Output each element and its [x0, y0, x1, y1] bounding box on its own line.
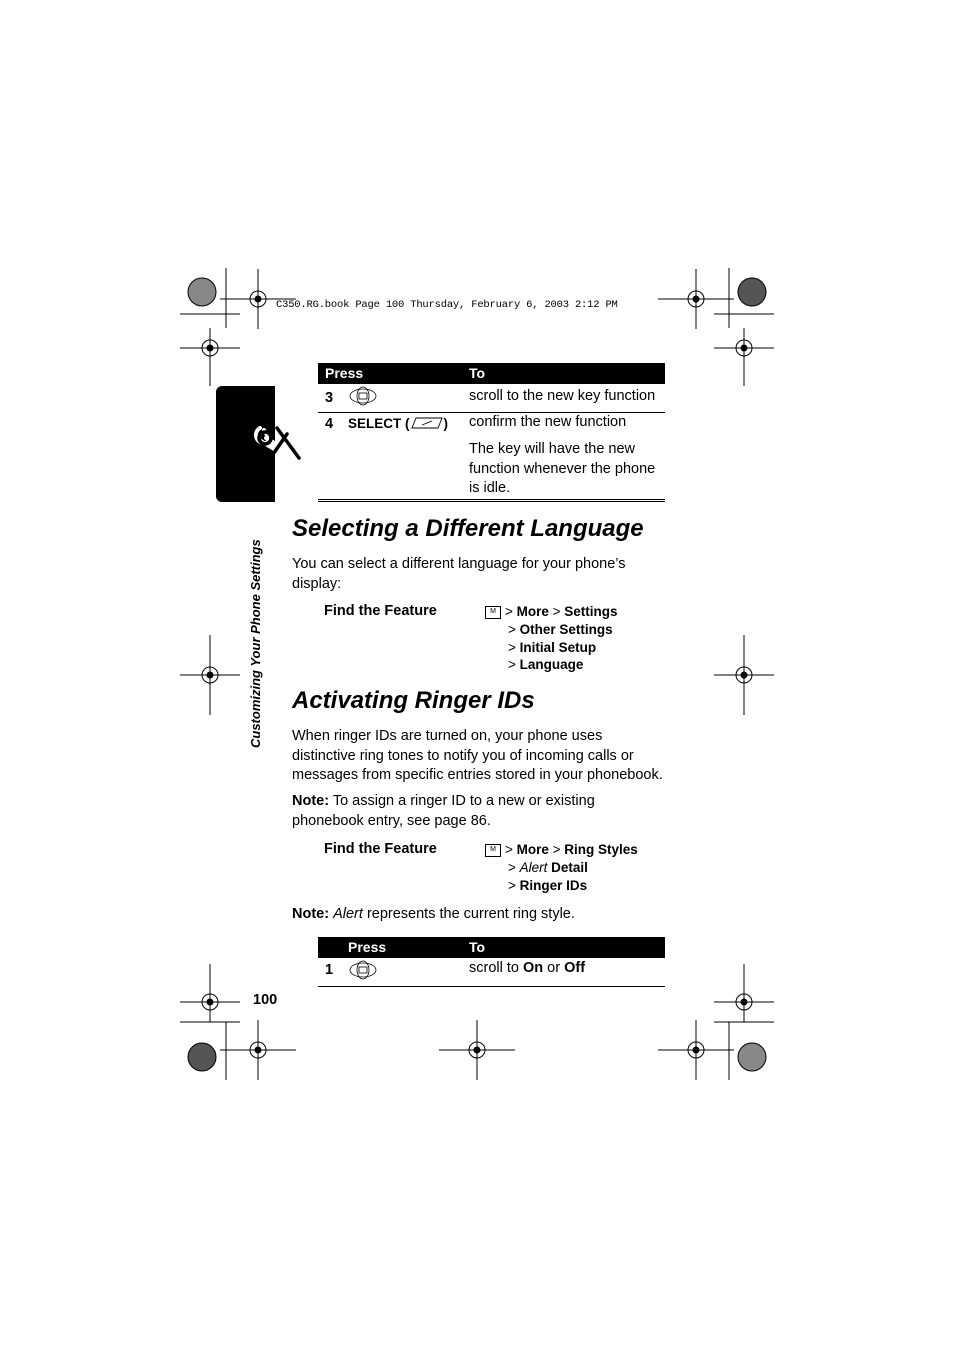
table-header	[318, 937, 665, 958]
page-number: 100	[253, 992, 278, 1008]
find-feature-label: Find the Feature	[324, 841, 437, 857]
step-number: 4	[325, 416, 334, 432]
menu-path-line: > Alert Detail	[508, 859, 588, 875]
step-number: 1	[325, 962, 334, 978]
section-title: Activating Ringer IDs	[292, 687, 535, 714]
note-paragraph: Note: To assign a ringer ID to a new or existing phonebook entry, see page 86.	[292, 793, 595, 829]
table-row	[318, 413, 665, 502]
menu-key-icon: M	[485, 844, 501, 857]
note-paragraph: Note: Alert represents the current ring style.	[292, 906, 575, 922]
section-intro: You can select a different language for your phone’s display:	[292, 556, 626, 592]
menu-path-line: M > More > Settings	[485, 603, 618, 621]
row-action: scroll to the new key function	[469, 388, 656, 404]
table-header	[318, 363, 665, 384]
menu-path	[485, 603, 618, 674]
menu-path-line: > Language	[508, 657, 584, 673]
row-action: confirm the new function	[469, 414, 627, 430]
col-press: Press	[348, 939, 387, 955]
table-row	[318, 384, 665, 413]
chapter-side-label: Customizing Your Phone Settings	[248, 539, 263, 748]
table-row	[318, 958, 665, 987]
row-action: scroll to On or Off	[469, 960, 586, 976]
press-to-table-1	[318, 363, 665, 502]
step-number: 3	[325, 390, 334, 406]
press-to-table-2	[318, 937, 665, 987]
menu-path-line: > Ringer IDs	[508, 877, 588, 893]
section-title: Selecting a Different Language	[292, 515, 644, 542]
menu-path	[485, 841, 638, 894]
soft-key-icon	[410, 416, 444, 430]
col-to: To	[469, 939, 486, 955]
select-key: SELECT ( )	[348, 416, 449, 431]
menu-path-line: M > More > Ring Styles	[485, 841, 638, 859]
nav-key-icon	[348, 959, 378, 981]
nav-key-icon	[348, 385, 378, 407]
tools-icon-overflow	[255, 420, 305, 466]
find-feature-label: Find the Feature	[324, 603, 437, 619]
menu-path-line: > Initial Setup	[508, 639, 597, 655]
row-action-detail: The key will have the new function whenever the phone is idle.	[469, 441, 656, 496]
menu-key-icon: M	[485, 606, 501, 619]
print-header: C350.RG.book Page 100 Thursday, February 6, 2003 2:12 PM	[276, 299, 618, 311]
col-press: Press	[325, 365, 364, 381]
section-intro: When ringer IDs are turned on, your phone uses distinctive ring tones to notify you of incoming calls or messages from specific entries stored in your phonebook.	[292, 728, 663, 783]
col-to: To	[469, 365, 486, 381]
menu-path-line: > Other Settings	[508, 621, 613, 637]
